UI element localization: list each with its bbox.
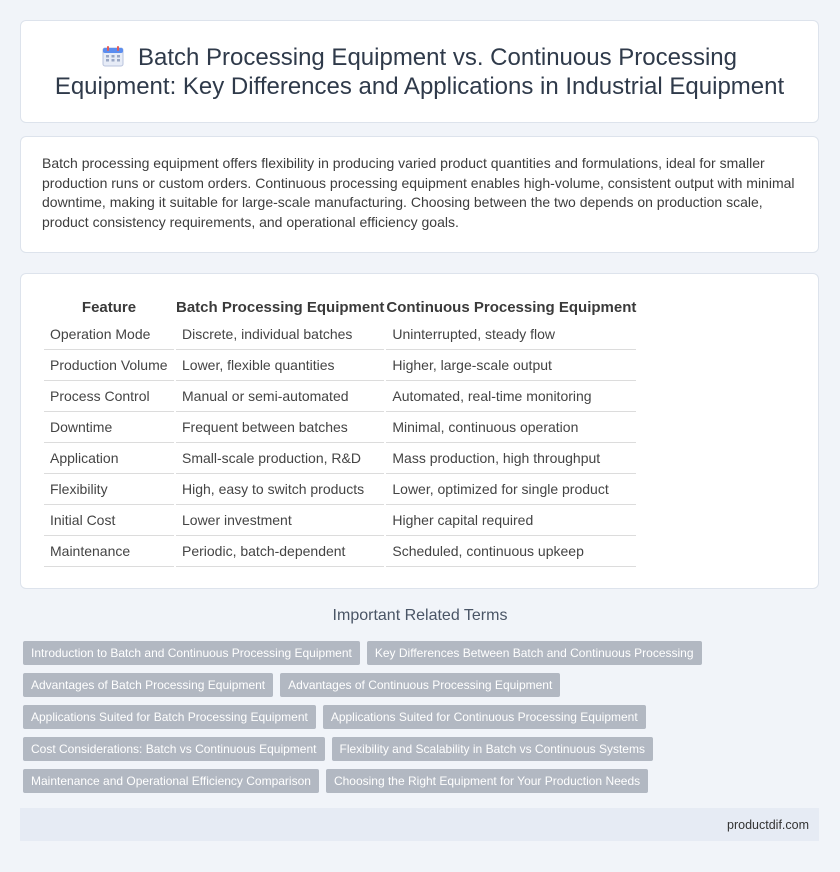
- footer-site-link[interactable]: productdif.com: [727, 818, 809, 832]
- related-terms-row: [23, 673, 823, 697]
- batch-cell: Lower, flexible quantities: [176, 350, 384, 381]
- feature-cell: Application: [44, 443, 174, 474]
- batch-cell: Lower investment: [176, 505, 384, 536]
- table-row: [44, 505, 636, 536]
- feature-cell: Flexibility: [44, 474, 174, 505]
- related-term-tag[interactable]: Applications Suited for Batch Processing Equipment: [23, 705, 316, 729]
- column-header-continuous: Continuous Processing Equipment: [386, 298, 637, 316]
- batch-cell: Discrete, individual batches: [176, 319, 384, 350]
- related-term-tag[interactable]: Applications Suited for Continuous Processing Equipment: [323, 705, 646, 729]
- table-row: [44, 412, 636, 443]
- related-term-tag[interactable]: Introduction to Batch and Continuous Processing Equipment: [23, 641, 360, 665]
- continuous-cell: Mass production, high throughput: [386, 443, 636, 474]
- related-terms-row: [23, 769, 823, 793]
- comparison-table: [42, 295, 638, 567]
- continuous-cell: Automated, real-time monitoring: [386, 381, 636, 412]
- column-header-batch: Batch Processing Equipment: [176, 298, 385, 316]
- related-term-tag[interactable]: Choosing the Right Equipment for Your Production Needs: [326, 769, 648, 793]
- feature-cell: Process Control: [44, 381, 174, 412]
- related-terms-row: [23, 641, 823, 665]
- footer: [20, 808, 819, 841]
- table-row: [44, 319, 636, 350]
- intro-paragraph: Batch processing equipment offers flexibility in producing varied product quantities and formulations, ideal for smaller production runs or custom orders. Continuous processing equipment enables high-volume, consistent output with minimal downtime, making it suitable for large-scale manufacturing. Choosing between the two depends on production scale, product consistency requirements, and operational efficiency goals.: [42, 155, 795, 230]
- feature-cell: Initial Cost: [44, 505, 174, 536]
- batch-cell: Small-scale production, R&D: [176, 443, 384, 474]
- continuous-cell: Lower, optimized for single product: [386, 474, 636, 505]
- feature-cell: Maintenance: [44, 536, 174, 567]
- continuous-cell: Higher capital required: [386, 505, 636, 536]
- related-term-tag[interactable]: Flexibility and Scalability in Batch vs Continuous Systems: [332, 737, 653, 761]
- table-row: [44, 381, 636, 412]
- page-title-text: Batch Processing Equipment vs. Continuous Processing Equipment: Key Differences and Applications in Industrial Equipment: [54, 44, 785, 100]
- title-card: [20, 20, 819, 123]
- related-term-tag[interactable]: Maintenance and Operational Efficiency Comparison: [23, 769, 319, 793]
- continuous-cell: Minimal, continuous operation: [386, 412, 636, 443]
- feature-cell: Downtime: [44, 412, 174, 443]
- related-term-tag[interactable]: Advantages of Continuous Processing Equipment: [280, 673, 560, 697]
- continuous-cell: Scheduled, continuous upkeep: [386, 536, 636, 567]
- related-term-tag[interactable]: Key Differences Between Batch and Continuous Processing: [367, 641, 702, 665]
- calendar-icon: [102, 45, 124, 67]
- continuous-cell: Uninterrupted, steady flow: [386, 319, 636, 350]
- related-terms-list: [23, 641, 823, 801]
- comparison-card: [20, 273, 819, 589]
- feature-cell: Operation Mode: [44, 319, 174, 350]
- related-term-tag[interactable]: Cost Considerations: Batch vs Continuous Equipment: [23, 737, 325, 761]
- table-row: [44, 474, 636, 505]
- table-row: [44, 443, 636, 474]
- batch-cell: High, easy to switch products: [176, 474, 384, 505]
- table-row: [44, 350, 636, 381]
- batch-cell: Manual or semi-automated: [176, 381, 384, 412]
- related-term-tag[interactable]: Advantages of Batch Processing Equipment: [23, 673, 273, 697]
- batch-cell: Frequent between batches: [176, 412, 384, 443]
- related-terms-title: Important Related Terms: [332, 607, 508, 624]
- table-header-row: [44, 295, 636, 319]
- continuous-cell: Higher, large-scale output: [386, 350, 636, 381]
- intro-card: [20, 136, 819, 253]
- table-row: [44, 536, 636, 567]
- column-header-feature: Feature: [81, 298, 137, 316]
- batch-cell: Periodic, batch-dependent: [176, 536, 384, 567]
- page-title: [21, 21, 818, 101]
- related-terms-row: [23, 737, 823, 761]
- related-terms-row: [23, 705, 823, 729]
- feature-cell: Production Volume: [44, 350, 174, 381]
